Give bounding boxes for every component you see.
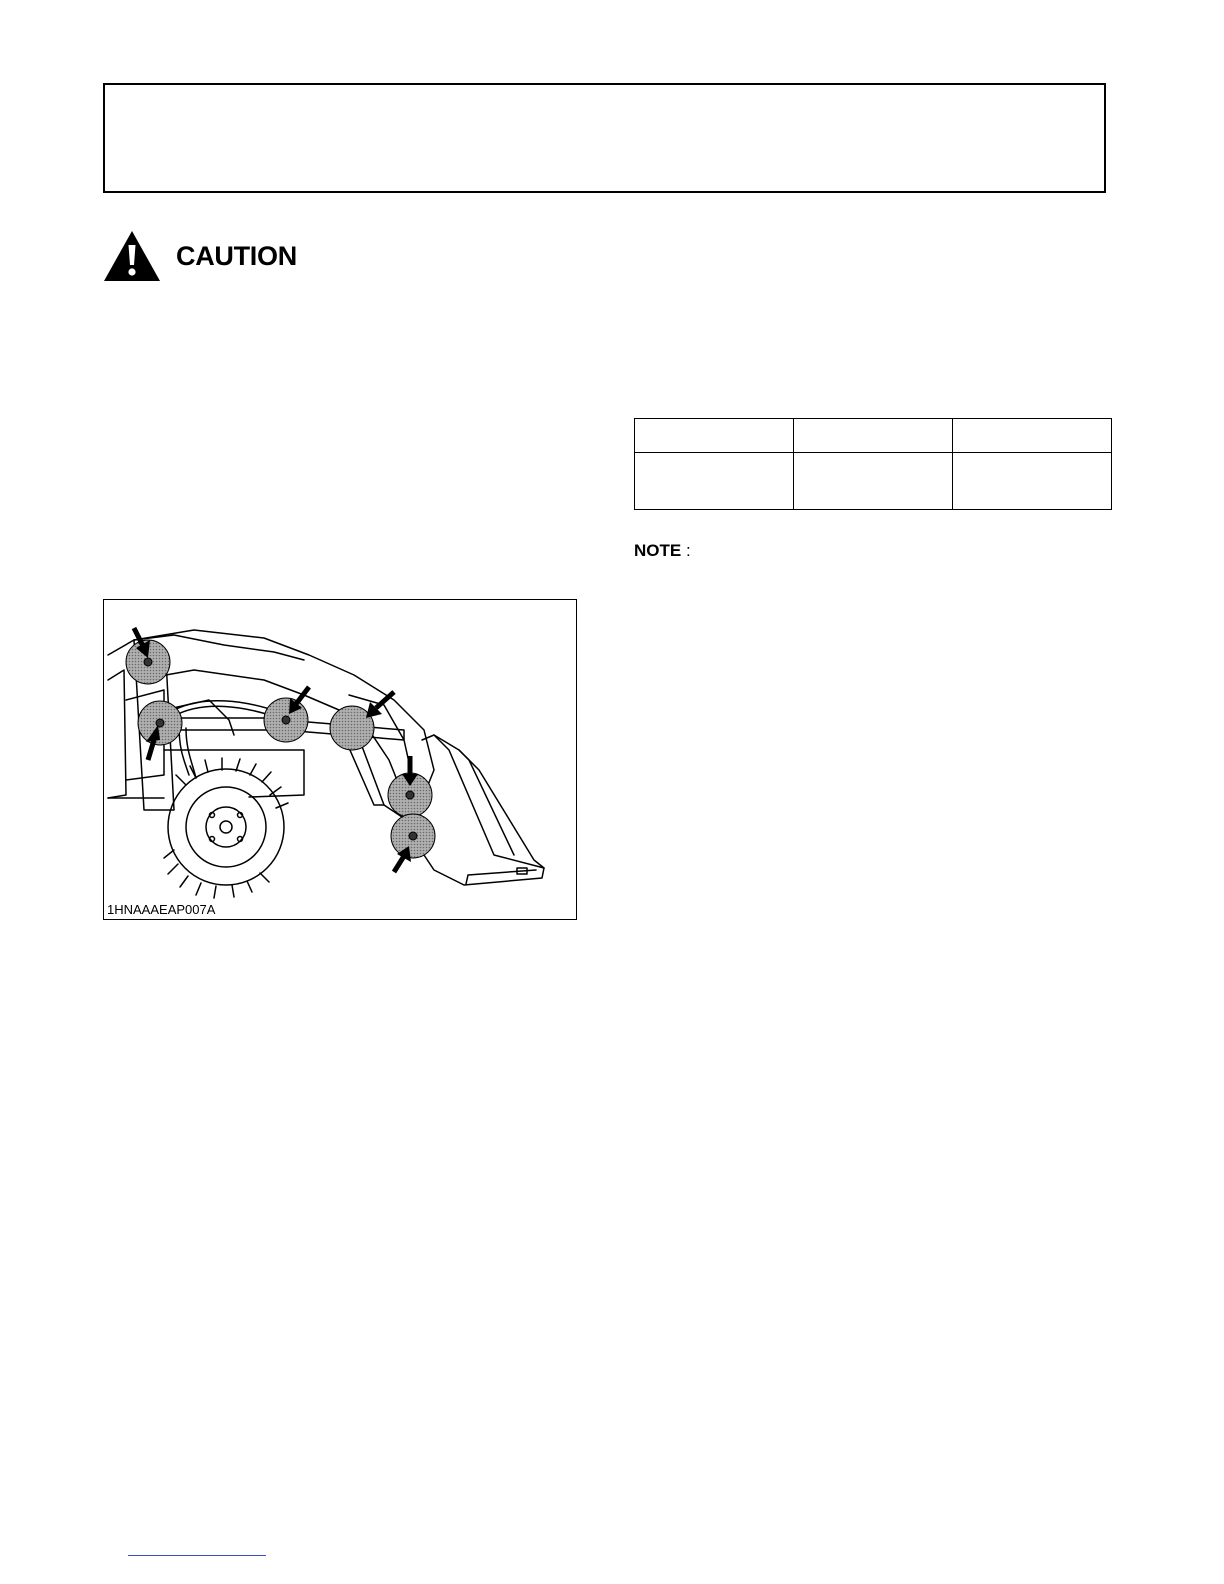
table-cell <box>794 419 953 453</box>
warning-triangle-icon <box>103 230 161 282</box>
table-row <box>635 419 1112 453</box>
note-separator: : <box>681 541 691 560</box>
caution-label: CAUTION <box>176 240 297 271</box>
spec-table <box>634 418 1112 510</box>
grease-point-markers <box>126 640 435 858</box>
table-cell <box>635 453 794 510</box>
table-cell <box>635 419 794 453</box>
note <box>634 541 691 561</box>
front-loader-illustration <box>104 600 576 919</box>
table-cell <box>953 453 1112 510</box>
footer-link-underline[interactable] <box>128 1555 266 1556</box>
loader-figure <box>103 599 577 920</box>
header-box <box>103 83 1106 193</box>
figure-id: 1HNAAAEAP007A <box>107 902 216 917</box>
table-row <box>635 453 1112 510</box>
caution-heading <box>103 230 297 282</box>
table-cell <box>794 453 953 510</box>
table-cell <box>953 419 1112 453</box>
note-label: NOTE <box>634 541 682 560</box>
